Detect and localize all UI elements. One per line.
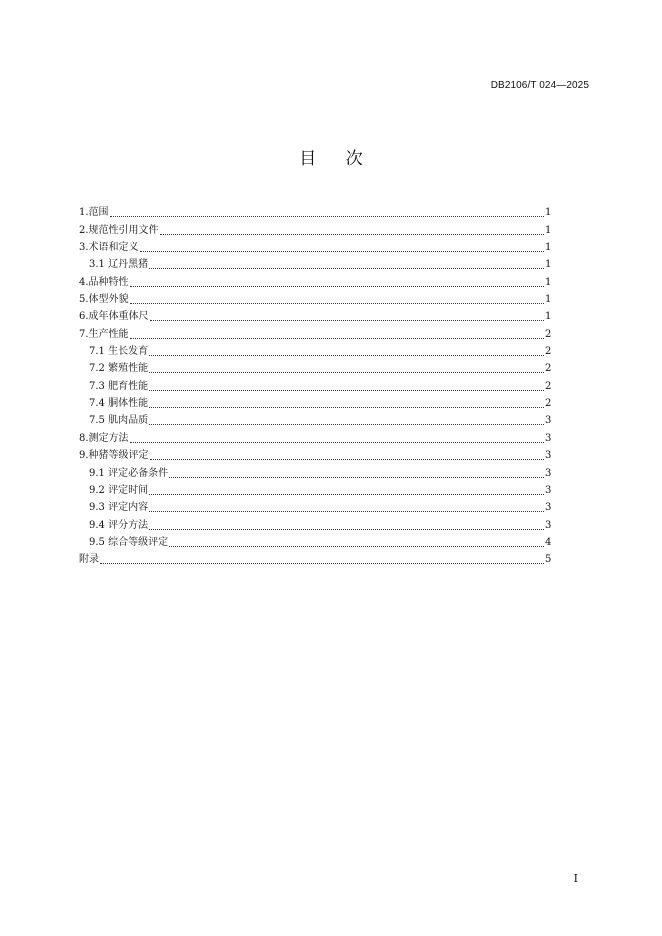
- toc-dot-leader: [130, 286, 544, 287]
- toc-entry-page: 2: [545, 346, 552, 358]
- toc-entry-label: 7.生产性能: [79, 328, 129, 340]
- toc-entry[interactable]: [79, 358, 551, 375]
- toc-dot-leader: [140, 251, 544, 252]
- toc-entry[interactable]: [79, 427, 551, 444]
- toc-entry-label: 8.测定方法: [79, 432, 129, 444]
- toc-entry-page: 1: [545, 259, 552, 271]
- toc-entry-label: 6.成年体重体尺: [79, 311, 149, 323]
- toc-entry-label: 3.1 辽丹黑猪: [89, 259, 149, 271]
- toc-entry-page: 3: [545, 467, 552, 479]
- toc-dot-leader: [110, 216, 544, 217]
- toc-entry-page: 4: [545, 536, 552, 548]
- toc-entry-label: 2.规范性引用文件: [79, 224, 159, 236]
- toc-entry-page: 3: [545, 432, 552, 444]
- toc-dot-leader: [149, 390, 544, 391]
- table-of-contents: [79, 202, 551, 566]
- toc-entry-label: 4.品种特性: [79, 276, 129, 288]
- toc-dot-leader: [149, 511, 544, 512]
- toc-entry[interactable]: [79, 237, 551, 254]
- toc-entry[interactable]: [79, 323, 551, 340]
- toc-dot-leader: [149, 355, 544, 356]
- toc-entry[interactable]: [79, 289, 551, 306]
- toc-entry-page: 3: [545, 484, 552, 496]
- toc-dot-leader: [130, 303, 544, 304]
- toc-dot-leader: [149, 372, 544, 373]
- toc-entry-page: 2: [545, 363, 552, 375]
- toc-entry-label: 9.1 评定必备条件: [89, 467, 169, 479]
- toc-dot-leader: [149, 494, 544, 495]
- toc-entry-page: 1: [545, 294, 552, 306]
- toc-dot-leader: [130, 338, 544, 339]
- toc-dot-leader: [149, 407, 544, 408]
- toc-entry-label: 7.1 生长发育: [89, 346, 149, 358]
- toc-entry-label: 7.4 胴体性能: [89, 398, 149, 410]
- toc-entry-page: 2: [545, 328, 552, 340]
- toc-entry-page: 1: [545, 276, 552, 288]
- toc-entry[interactable]: [79, 410, 551, 427]
- toc-entry-label: 9.3 评定内容: [89, 502, 149, 514]
- toc-entry-label: 1.范围: [79, 207, 109, 219]
- toc-dot-leader: [169, 477, 544, 478]
- toc-entry[interactable]: [79, 480, 551, 497]
- toc-dot-leader: [160, 234, 544, 235]
- toc-entry[interactable]: [79, 341, 551, 358]
- toc-dot-leader: [149, 529, 544, 530]
- toc-entry[interactable]: [79, 549, 551, 566]
- toc-entry-label: 9.种猪等级评定: [79, 450, 149, 462]
- toc-entry-label: 3.术语和定义: [79, 242, 139, 254]
- toc-entry-label: 9.5 综合等级评定: [89, 536, 169, 548]
- toc-entry-label: 7.2 繁殖性能: [89, 363, 149, 375]
- toc-entry-page: 3: [545, 450, 552, 462]
- toc-entry-page: 2: [545, 398, 552, 410]
- toc-entry[interactable]: [79, 462, 551, 479]
- toc-entry-page: 1: [545, 224, 552, 236]
- toc-entry-label: 7.5 肌肉品质: [89, 415, 149, 427]
- toc-entry-page: 5: [545, 554, 552, 566]
- toc-entry[interactable]: [79, 497, 551, 514]
- toc-entry[interactable]: [79, 393, 551, 410]
- toc-entry-page: 1: [545, 311, 552, 323]
- toc-entry-label: 5.体型外貌: [79, 294, 129, 306]
- toc-entry-page: 1: [545, 242, 552, 254]
- toc-entry-page: 3: [545, 415, 552, 427]
- toc-entry-page: 3: [545, 502, 552, 514]
- toc-dot-leader: [169, 546, 544, 547]
- toc-entry[interactable]: [79, 219, 551, 236]
- toc-dot-leader: [150, 459, 544, 460]
- toc-title: 目 次: [299, 149, 375, 169]
- toc-entry-label: 附录: [79, 554, 99, 566]
- toc-entry[interactable]: [79, 271, 551, 288]
- toc-entry-label: 7.3 肥育性能: [89, 380, 149, 392]
- toc-dot-leader: [149, 424, 544, 425]
- document-code: DB2106/T 024—2025: [490, 80, 589, 91]
- toc-entry-page: 1: [545, 207, 552, 219]
- toc-dot-leader: [130, 442, 544, 443]
- toc-entry-label: 9.4 评分方法: [89, 519, 149, 531]
- toc-entry[interactable]: [79, 445, 551, 462]
- toc-entry[interactable]: [79, 306, 551, 323]
- toc-entry-page: 2: [545, 380, 552, 392]
- page-number: I: [573, 872, 578, 885]
- toc-dot-leader: [150, 320, 544, 321]
- toc-entry[interactable]: [79, 532, 551, 549]
- toc-entry[interactable]: [79, 375, 551, 392]
- toc-dot-leader: [100, 563, 544, 564]
- toc-entry[interactable]: [79, 254, 551, 271]
- toc-entry-label: 9.2 评定时间: [89, 484, 149, 496]
- toc-entry[interactable]: [79, 202, 551, 219]
- toc-entry[interactable]: [79, 514, 551, 531]
- toc-entry-page: 3: [545, 519, 552, 531]
- toc-dot-leader: [149, 268, 544, 269]
